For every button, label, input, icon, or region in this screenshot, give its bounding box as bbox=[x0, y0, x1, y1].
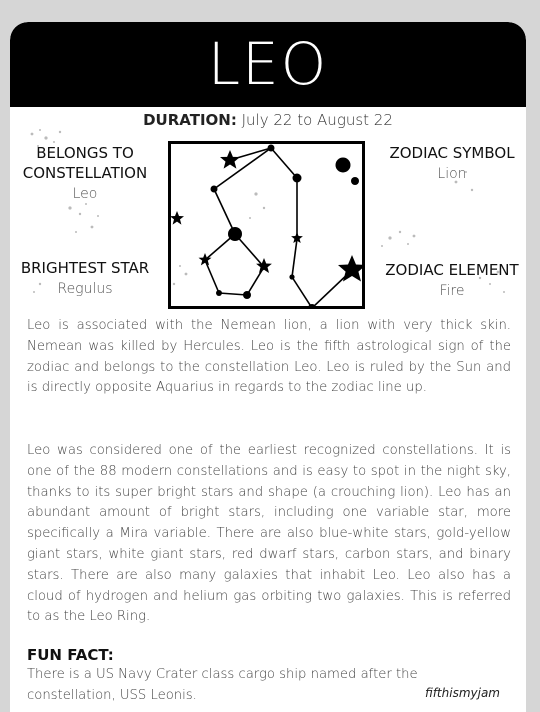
star-dot bbox=[228, 227, 242, 241]
constellation-value: Leo bbox=[72, 186, 98, 202]
title-banner bbox=[10, 22, 526, 107]
star-dot bbox=[211, 186, 218, 193]
constellation-heading-line2: CONSTELLATION bbox=[22, 164, 148, 182]
description-paragraph-1: Leo is associated with the Nemean lion, a lion with very thick skin. Nemean was killed by Hercules. Leo is the fifth astrological sign of the zodiac and belongs to the constellation Leo. Leo is ruled by the Sun and is directly opposite Aquarius in regards to the zodiac line up. bbox=[27, 318, 511, 396]
fun-fact-text: There is a US Navy Crater class cargo ship named after the constellation, USS Leonis. bbox=[27, 667, 418, 703]
zodiac-card bbox=[10, 22, 526, 712]
star-dot bbox=[351, 177, 359, 185]
zodiac-symbol-value: Lion bbox=[437, 166, 467, 182]
star-dot bbox=[336, 158, 351, 173]
star-icon bbox=[169, 210, 185, 226]
star-shape bbox=[220, 150, 240, 169]
zodiac-element-value: Fire bbox=[439, 283, 465, 299]
duration-label: DURATION: bbox=[143, 111, 237, 129]
star-dot bbox=[216, 290, 222, 296]
star-dot bbox=[293, 174, 302, 183]
constellation-lines bbox=[205, 148, 352, 306]
constellation-stars bbox=[199, 145, 363, 307]
star-dot bbox=[268, 145, 275, 152]
star-shape bbox=[338, 255, 362, 282]
star-shape bbox=[199, 253, 212, 265]
brightest-star-heading: BRIGHTEST STAR bbox=[20, 259, 150, 277]
star-dot bbox=[243, 291, 251, 299]
description-paragraph-2: Leo was considered one of the earliest recognized constellations. It is one of the 88 modern constellations and is easy to spot in the night sky, thanks to its super bright stars and shape (a crouching lion). Leo has an abundant amount of bright stars, including one variable star, more specifically a Mira variable. There are also blue-white stars, gold-yellow giant stars, white giant stars, red dwarf stars, carbon stars, and binary stars. There are also many galaxies that inhabit Leo. Leo also has a cloud of hydrogen and helium gas orbiting two galaxies. This is referred to as the Leo Ring. bbox=[27, 443, 511, 625]
duration-line bbox=[10, 110, 526, 130]
credit-signature: fifthismyjam bbox=[424, 686, 500, 700]
constellation-heading-line1: BELONGS TO bbox=[36, 144, 134, 162]
zodiac-symbol-heading: ZODIAC SYMBOL bbox=[389, 144, 515, 162]
constellation-diagram bbox=[168, 141, 365, 309]
fun-fact-heading: FUN FACT: bbox=[27, 646, 114, 664]
zodiac-element-heading: ZODIAC ELEMENT bbox=[385, 261, 519, 279]
leo-constellation-svg bbox=[171, 144, 362, 306]
brightest-star-value: Regulus bbox=[57, 281, 113, 297]
star-dot bbox=[289, 274, 294, 279]
page-title: LEO bbox=[207, 30, 329, 98]
duration-value: July 22 to August 22 bbox=[241, 111, 393, 129]
